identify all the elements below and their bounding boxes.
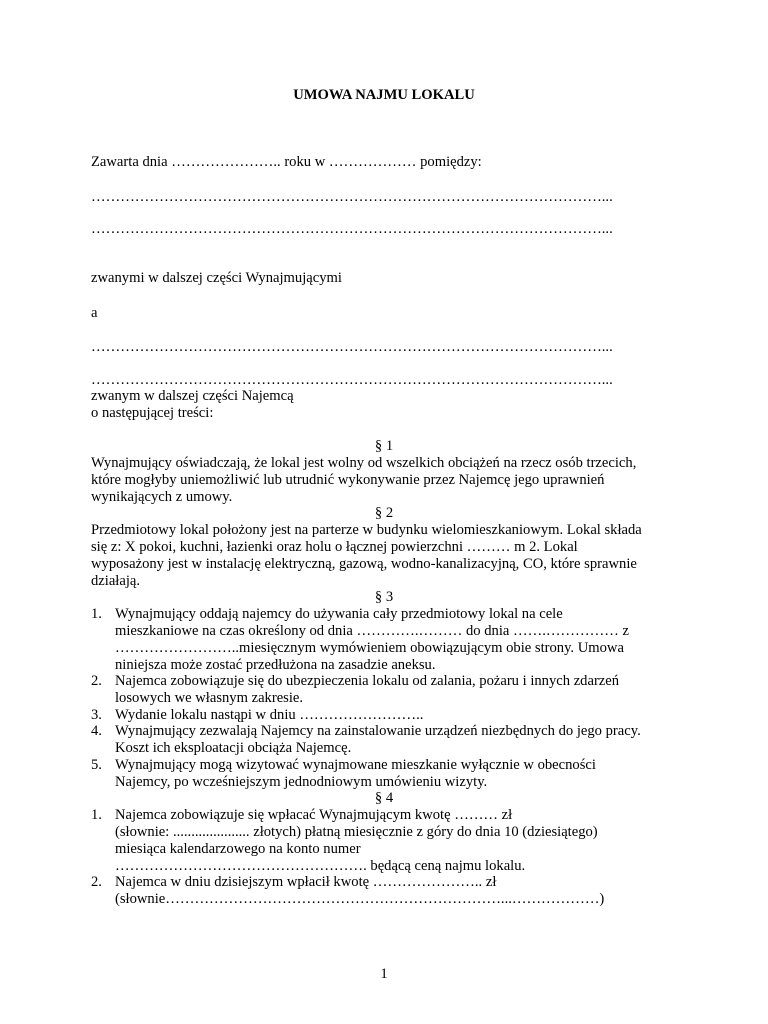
and-label: a [91,305,98,321]
section-3-item-1-line: niniejsza może zostać przedłużona na zasadzie aneksu. [115,657,436,673]
section-3-item-4-line: Koszt ich eksploatacji obciąża Najemcę. [115,740,352,756]
landlords-label: zwanymi w dalszej części Wynajmującymi [91,270,342,286]
section-3-item-1-line: ……………………..miesięcznym wymówieniem obowiązującym obie strony. Umowa [115,640,624,656]
section-3-heading: § 3 [374,589,394,605]
list-number: 1. [91,807,102,823]
list-number: 2. [91,874,102,890]
party-placeholder-4: ……………………………………………………………………………………………... [91,372,613,388]
section-2-line: się z: X pokoi, kuchni, łazienki oraz holu o łącznej powierzchni ……… m 2. Lokal [91,539,578,555]
section-3-item-1-line: Wynajmujący oddają najemcy do używania cały przedmiotowy lokal na cele [115,606,563,622]
section-3-item-2-line: losowych we własnym zakresie. [115,690,304,706]
section-3-item-2-line: Najemca zobowiązuje się do ubezpieczenia lokalu od zalania, pożaru i innych zdarzeń [115,673,620,689]
section-1-line: które mogłyby uniemożliwić lub utrudnić wykonywanie przez Najemcę jego uprawnień [91,472,605,488]
section-4-item-1-line: miesiąca kalendarzowego na konto numer [115,841,361,857]
section-2-heading: § 2 [374,505,394,521]
section-3-item-3-line: Wydanie lokalu nastąpi w dniu …………………….. [115,707,424,723]
section-4-item-1-line: Najemca zobowiązuje się wpłacać Wynajmującym kwotę ……… zł [115,807,513,823]
section-1-heading: § 1 [374,438,394,454]
section-4-item-1-line: (słownie: ..................... złotych) płatną miesięcznie z góry do dnia 10 (dziesiątego) [115,824,598,840]
party-placeholder-2: ……………………………………………………………………………………………... [91,221,613,237]
list-number: 2. [91,673,102,689]
section-4-item-2-line: Najemca w dniu dzisiejszym wpłacił kwotę ………………….. zł [115,874,497,890]
section-1-line: Wynajmujący oświadczają, że lokal jest wolny od wszelkich obciążeń na rzecz osób trzecich, [91,455,637,471]
section-4-item-1-line: ……………………………………………. będącą ceną najmu lokalu. [115,858,526,874]
section-3-item-4-line: Wynajmujący zezwalają Najemcy na zainstalowanie urządzeń niezbędnych do jego pracy. [115,723,641,739]
section-2-line: wyposażony jest w instalację elektryczną, gazową, wodno-kanalizacyjną, CO, które sprawnie [91,556,637,572]
section-4-heading: § 4 [374,790,394,806]
section-3-item-5-line: Najemcy, po wcześniejszym jednodniowym umówieniu wizyty. [115,774,488,790]
section-1-line: wynikających z umowy. [91,489,233,505]
tenant-label: zwanym w dalszej części Najemcą [91,388,294,404]
party-placeholder-3: ……………………………………………………………………………………………... [91,339,613,355]
section-2-line: Przedmiotowy lokal położony jest na parterze w budynku wielomieszkaniowym. Lokal składa [91,522,642,538]
list-number: 5. [91,757,102,773]
concluded-line: Zawarta dnia ………………….. roku w ……………… pomiędzy: [91,154,482,170]
section-3-item-5-line: Wynajmujący mogą wizytować wynajmowane mieszkanie wyłącznie w obecności [115,757,596,773]
section-2-line: działają. [91,573,141,589]
section-3-item-1-line: mieszkaniowe na czas określony od dnia ………….……… do dnia …….…………… z [115,623,629,639]
list-number: 1. [91,606,102,622]
section-4-item-2-line: (słownie……………………………………………………………...………………) [115,891,605,907]
party-placeholder-1: ……………………………………………………………………………………………... [91,189,613,205]
list-number: 4. [91,723,102,739]
list-number: 3. [91,707,102,723]
content-label: o następującej treści: [91,405,214,421]
document-title: UMOWA NAJMU LOKALU [293,87,475,103]
page-number: 1 [380,966,388,982]
